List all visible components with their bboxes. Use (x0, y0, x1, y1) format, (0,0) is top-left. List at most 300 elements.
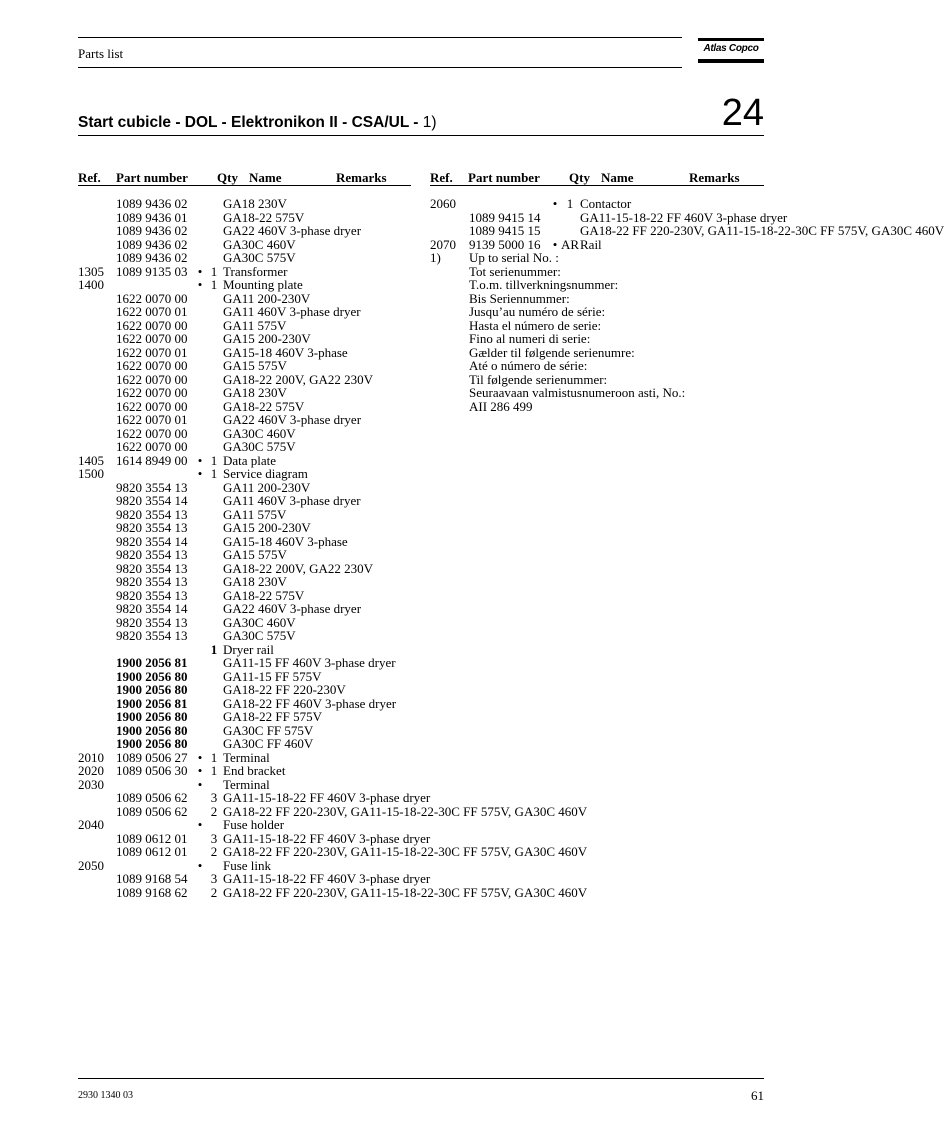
qty-cell (205, 548, 223, 562)
bullet-cell (195, 508, 205, 522)
ref-cell (78, 305, 116, 319)
ref-cell: 2010 (78, 749, 104, 765)
part-number-cell: 1089 9436 01 (116, 209, 188, 225)
part-number-cell: 1622 0070 01 (116, 412, 188, 427)
qty-cell (205, 697, 223, 711)
bullet-cell (195, 670, 205, 684)
table-row (430, 386, 944, 400)
bullet-cell (550, 224, 560, 238)
footnote-marker (430, 319, 469, 333)
table-row (78, 710, 587, 724)
table-row (78, 440, 587, 454)
qty-cell (205, 859, 223, 873)
part-number-cell: 1900 2056 80 (116, 668, 188, 684)
name-cell: GA18-22 FF 460V 3-phase dryer (223, 695, 397, 711)
table-row (430, 305, 944, 319)
qty-cell (205, 575, 223, 589)
footnote-text: Gælder til følgende serienumre: (469, 344, 635, 360)
part-number-cell (116, 859, 195, 873)
ref-cell (78, 521, 116, 535)
qty-cell (205, 724, 223, 738)
part-number-cell: 1089 0506 27 (116, 749, 188, 765)
part-number-cell: 9820 3554 14 (116, 601, 188, 616)
part-number-cell: 9820 3554 13 (116, 587, 188, 603)
ref-cell (78, 791, 116, 805)
table-row (78, 521, 587, 535)
ref-cell (78, 602, 116, 616)
name-cell: Dryer rail (223, 641, 274, 657)
qty-cell (205, 521, 223, 535)
ref-cell (78, 238, 116, 252)
name-cell: GA18-22 200V, GA22 230V (223, 560, 373, 576)
table-row (430, 197, 944, 211)
part-number-cell (116, 278, 195, 292)
qty-cell: 2 (210, 803, 218, 819)
name-cell: GA11 460V 3-phase dryer (223, 493, 361, 508)
qty-cell (560, 224, 580, 238)
ref-cell (78, 373, 116, 387)
bullet-cell (195, 656, 205, 670)
bullet-cell: • (197, 277, 203, 292)
part-number-cell: 1089 0612 01 (116, 844, 188, 859)
table-row (78, 805, 587, 819)
qty-cell (205, 292, 223, 306)
footnote-text: Jusqu’au numéro de série: (469, 304, 606, 319)
part-number-cell: 1622 0070 00 (116, 439, 188, 454)
part-number-cell: 1900 2056 80 (116, 682, 188, 697)
qty-cell: 3 (210, 830, 218, 846)
part-number-cell: 9139 5000 16 (469, 236, 541, 252)
footnote-text: Hasta el número de serie: (469, 317, 602, 333)
part-number-cell (116, 778, 195, 792)
right-header-ref: Ref. (430, 170, 453, 185)
qty-cell (560, 211, 580, 225)
part-number-cell: 1089 9168 54 (116, 871, 188, 886)
name-cell: GA11 460V 3-phase dryer (223, 304, 361, 319)
bullet-cell: • (197, 749, 203, 765)
name-cell: Contactor (580, 196, 632, 211)
name-cell: GA15-18 460V 3-phase (223, 533, 348, 549)
bullet-cell (195, 238, 205, 252)
qty-cell (205, 386, 223, 400)
footer-page-number: 61 (751, 1088, 764, 1103)
bullet-cell: • (197, 817, 203, 832)
ref-cell (78, 386, 116, 400)
bullet-cell (195, 305, 205, 319)
name-cell: GA18-22 FF 220-230V, GA11-15-18-22-30C FF 575V, GA30C 460V (223, 884, 588, 900)
ref-cell (78, 319, 116, 333)
table-row (78, 467, 587, 481)
name-cell: GA18-22 FF 220-230V, GA11-15-18-22-30C FF 575V, GA30C 460V (580, 223, 944, 238)
name-cell: GA22 460V 3-phase dryer (223, 412, 362, 427)
table-row (430, 278, 944, 292)
ref-cell: 2060 (430, 196, 456, 211)
table-row (78, 818, 587, 832)
name-cell: Mounting plate (223, 277, 303, 292)
footnote-text: Tot serienummer: (469, 263, 561, 279)
ref-cell (78, 400, 116, 414)
footnote-marker (430, 359, 469, 373)
ref-cell (78, 737, 116, 751)
qty-cell (205, 737, 223, 751)
qty-cell: 1 (210, 641, 218, 657)
table-row (78, 629, 587, 643)
footnote-text: Fino al numeri di serie: (469, 331, 591, 346)
right-header-rule (430, 185, 764, 186)
part-number-cell: 1089 0506 30 (116, 763, 188, 778)
ref-cell: 2050 (78, 857, 104, 873)
name-cell: Terminal (223, 749, 270, 765)
part-number-cell: 1622 0070 00 (116, 425, 188, 441)
ref-cell (78, 656, 116, 670)
bullet-cell (195, 224, 205, 238)
ref-cell (78, 575, 116, 589)
table-row (78, 656, 587, 670)
part-number-cell (116, 467, 195, 481)
qty-cell: 1 (566, 196, 574, 211)
part-number-cell: 1089 0506 62 (116, 803, 188, 819)
ref-cell (78, 562, 116, 576)
part-number-cell: 1089 9415 14 (469, 209, 541, 225)
part-number-cell: 1622 0070 00 (116, 385, 188, 400)
ref-cell: 1305 (78, 263, 104, 279)
qty-cell (205, 413, 223, 427)
bullet-cell (195, 697, 205, 711)
qty-cell (205, 427, 223, 441)
name-cell: GA15 575V (223, 547, 287, 562)
left-header-remarks: Remarks (336, 170, 387, 185)
logo-text: Atlas Copco (703, 43, 759, 54)
ref-cell (78, 224, 116, 238)
table-row (78, 697, 587, 711)
ref-cell (78, 805, 116, 819)
footnote-text: Até o número de série: (469, 358, 588, 373)
qty-cell (205, 818, 223, 832)
bullet-cell (195, 251, 205, 265)
table-row (78, 859, 587, 873)
part-number-cell: 9820 3554 13 (116, 614, 188, 630)
bullet-cell (195, 629, 205, 643)
name-cell: GA18-22 FF 220-230V, GA11-15-18-22-30C FF 575V, GA30C 460V (223, 803, 588, 819)
qty-cell (205, 481, 223, 495)
bullet-cell (195, 319, 205, 333)
ref-cell (78, 535, 116, 549)
footnote-marker (430, 373, 469, 387)
bullet-cell (195, 332, 205, 346)
left-header-rule (78, 185, 411, 186)
bullet-cell (195, 494, 205, 508)
bullet-cell (195, 845, 205, 859)
name-cell: Fuse holder (223, 817, 285, 832)
part-number-cell: 1089 9415 15 (469, 223, 541, 238)
part-number-cell: 1900 2056 80 (116, 709, 188, 724)
table-row (78, 764, 587, 778)
footer-doc-number: 2930 1340 03 (78, 1090, 133, 1101)
part-number-cell: 9820 3554 14 (116, 493, 188, 508)
qty-cell: 1 (210, 466, 218, 481)
name-cell: GA18 230V (223, 574, 287, 589)
qty-cell (205, 710, 223, 724)
bullet-cell: • (197, 263, 203, 279)
bullet-cell (195, 413, 205, 427)
ref-cell (78, 643, 116, 657)
page-title (78, 114, 437, 132)
footnote-marker (430, 332, 469, 346)
ref-cell (78, 292, 116, 306)
name-cell: Service diagram (223, 466, 308, 481)
qty-cell (205, 670, 223, 684)
footnote-marker (430, 346, 469, 360)
ref-cell: 1400 (78, 277, 104, 292)
qty-cell (205, 332, 223, 346)
ref-cell (78, 724, 116, 738)
qty-cell (205, 535, 223, 549)
ref-cell (78, 211, 116, 225)
part-number-cell (116, 818, 195, 832)
part-number-cell: 1089 9135 03 (116, 263, 188, 279)
name-cell: End bracket (223, 763, 286, 778)
part-number-cell: 9820 3554 13 (116, 506, 188, 522)
qty-cell (205, 238, 223, 252)
name-cell: GA11 200-230V (223, 290, 311, 306)
footnote-text: AII 286 499 (469, 398, 533, 414)
ref-cell (78, 508, 116, 522)
ref-cell: 2020 (78, 763, 104, 778)
ref-cell: 1405 (78, 452, 104, 468)
name-cell: GA11 575V (223, 506, 287, 522)
qty-cell (205, 400, 223, 414)
name-cell: GA11-15 FF 575V (223, 668, 322, 684)
bullet-cell (195, 386, 205, 400)
qty-cell (205, 562, 223, 576)
table-row (78, 481, 587, 495)
bullet-cell: • (197, 776, 203, 792)
part-number-cell: 9820 3554 13 (116, 628, 188, 643)
name-cell: GA15-18 460V 3-phase (223, 344, 348, 360)
name-cell: GA18-22 FF 220-230V (223, 682, 346, 697)
ref-cell (78, 251, 116, 265)
ref-cell (78, 872, 116, 886)
bullet-cell: • (197, 466, 203, 481)
qty-cell (205, 602, 223, 616)
footnote-marker (430, 386, 469, 400)
bullet-cell (195, 440, 205, 454)
section-number: 24 (721, 92, 764, 134)
part-number-cell: 9820 3554 14 (116, 533, 188, 549)
footnote-marker (430, 292, 469, 306)
qty-cell (205, 305, 223, 319)
table-row (78, 778, 587, 792)
part-number-cell: 1089 9168 62 (116, 884, 188, 900)
table-row (78, 737, 587, 751)
name-cell: GA11-15 FF 460V 3-phase dryer (223, 655, 396, 670)
table-row (78, 683, 587, 697)
footer-rule (78, 1078, 764, 1079)
part-number-cell: 9820 3554 13 (116, 547, 188, 562)
part-number-cell: 1900 2056 81 (116, 695, 188, 711)
atlas-copco-logo (698, 38, 764, 66)
bullet-cell (195, 292, 205, 306)
footnote-marker (430, 400, 469, 414)
ref-cell (78, 481, 116, 495)
bullet-cell (195, 683, 205, 697)
qty-cell: 3 (210, 790, 218, 805)
right-header-part-number: Part number (468, 170, 540, 185)
right-header-qty: Qty (569, 170, 590, 185)
bullet-cell (195, 791, 205, 805)
footnote-marker: 1) (430, 250, 441, 265)
name-cell: GA18-22 575V (223, 398, 305, 414)
table-row (78, 508, 587, 522)
qty-cell: 1 (210, 452, 218, 468)
bullet-cell: • (197, 763, 203, 778)
ref-cell (78, 413, 116, 427)
ref-cell (78, 629, 116, 643)
ref-cell (78, 832, 116, 846)
name-cell: GA30C 575V (223, 439, 296, 454)
left-header-part-number: Part number (116, 170, 188, 185)
name-cell: Data plate (223, 452, 277, 468)
bullet-cell (195, 359, 205, 373)
part-number-cell: 1089 0612 01 (116, 830, 188, 846)
qty-cell (205, 683, 223, 697)
part-number-cell: 1622 0070 00 (116, 371, 188, 387)
qty-cell (205, 211, 223, 225)
name-cell: Transformer (223, 263, 288, 279)
bullet-cell (195, 346, 205, 360)
qty-cell: 1 (210, 263, 218, 279)
part-number-cell: 9820 3554 13 (116, 560, 188, 576)
table-row (78, 724, 587, 738)
qty-cell (205, 656, 223, 670)
name-cell: GA15 200-230V (223, 331, 311, 346)
name-cell: GA30C FF 575V (223, 722, 314, 738)
name-cell: GA18-22 200V, GA22 230V (223, 371, 373, 387)
table-row (430, 238, 944, 252)
bullet-cell (195, 481, 205, 495)
ref-cell: 2070 (430, 236, 456, 252)
title-main: Start cubicle - DOL - Elektronikon II - CSA/UL - (78, 114, 423, 131)
table-row (78, 413, 587, 427)
ref-cell (78, 886, 116, 900)
name-cell: GA15 200-230V (223, 520, 311, 535)
table-row (430, 332, 944, 346)
table-row (78, 751, 587, 765)
bullet-cell (195, 643, 205, 657)
qty-cell (205, 224, 223, 238)
name-cell: GA30C 575V (223, 250, 296, 265)
qty-cell (205, 373, 223, 387)
qty-cell: 1 (210, 749, 218, 765)
footnote-marker (430, 278, 469, 292)
bullet-cell (195, 872, 205, 886)
name-cell: GA18-22 575V (223, 209, 305, 225)
name-cell: GA30C FF 460V (223, 736, 314, 751)
table-row (78, 427, 587, 441)
name-cell: GA18 230V (223, 385, 287, 400)
qty-cell: 1 (210, 277, 218, 292)
qty-cell (205, 629, 223, 643)
footnote-text: T.o.m. tillverkningsnummer: (469, 277, 619, 292)
qty-cell (205, 251, 223, 265)
bullet-cell (195, 535, 205, 549)
name-cell: GA30C 460V (223, 614, 296, 630)
name-cell: GA18-22 FF 575V (223, 709, 322, 724)
part-number-cell: 1622 0070 00 (116, 317, 188, 333)
part-number-cell: 9820 3554 13 (116, 479, 188, 495)
name-cell: GA11 200-230V (223, 479, 311, 495)
ref-cell (78, 427, 116, 441)
right-header-name: Name (601, 170, 634, 185)
part-number-cell: 1089 9436 02 (116, 223, 188, 238)
ref-cell (78, 346, 116, 360)
table-row (430, 224, 944, 238)
bullet-cell (195, 575, 205, 589)
table-row (78, 589, 587, 603)
table-row (430, 265, 944, 279)
table-row (430, 359, 944, 373)
ref-cell (78, 332, 116, 346)
qty-cell (205, 778, 223, 792)
qty-cell (205, 319, 223, 333)
part-number-cell (469, 197, 550, 211)
part-number-cell (116, 643, 195, 657)
name-cell: GA30C 460V (223, 425, 296, 441)
name-cell: GA11 575V (223, 317, 287, 333)
name-cell: GA18-22 575V (223, 587, 305, 603)
part-number-cell: 1089 9436 02 (116, 236, 188, 252)
left-header-ref: Ref. (78, 170, 101, 185)
bullet-cell (195, 602, 205, 616)
qty-cell: 2 (210, 884, 218, 900)
ref-cell (78, 548, 116, 562)
table-row (78, 670, 587, 684)
title-footnote-ref: 1) (422, 114, 437, 131)
bullet-cell (195, 427, 205, 441)
ref-cell (78, 440, 116, 454)
table-row (78, 548, 587, 562)
part-number-cell: 1900 2056 80 (116, 736, 188, 751)
bullet-cell (195, 710, 205, 724)
part-number-cell: 1622 0070 00 (116, 331, 188, 346)
ref-cell: 2040 (78, 817, 104, 832)
name-cell: GA11-15-18-22 FF 460V 3-phase dryer (580, 209, 788, 225)
bullet-cell (195, 211, 205, 225)
qty-cell: 2 (210, 844, 218, 859)
ref-cell: 1500 (78, 466, 104, 481)
ref-cell (78, 197, 116, 211)
title-rule (78, 135, 764, 136)
table-row (78, 494, 587, 508)
name-cell: GA22 460V 3-phase dryer (223, 223, 362, 238)
qty-cell (205, 440, 223, 454)
name-cell: Rail (580, 236, 602, 252)
bullet-cell (195, 886, 205, 900)
bullet-cell (195, 724, 205, 738)
table-row (78, 535, 587, 549)
name-cell: GA18 230V (223, 196, 287, 211)
footnote-text: Bis Seriennummer: (469, 290, 570, 306)
name-cell: GA15 575V (223, 358, 287, 373)
part-number-cell: 1089 9436 02 (116, 196, 188, 211)
qty-cell: 1 (210, 763, 218, 778)
bullet-cell (195, 832, 205, 846)
footnote-text: Til følgende serienummer: (469, 371, 608, 387)
part-number-cell: 1089 0506 62 (116, 790, 188, 805)
footnote-marker (430, 305, 469, 319)
part-number-cell: 1089 9436 02 (116, 250, 188, 265)
qty-cell (205, 508, 223, 522)
